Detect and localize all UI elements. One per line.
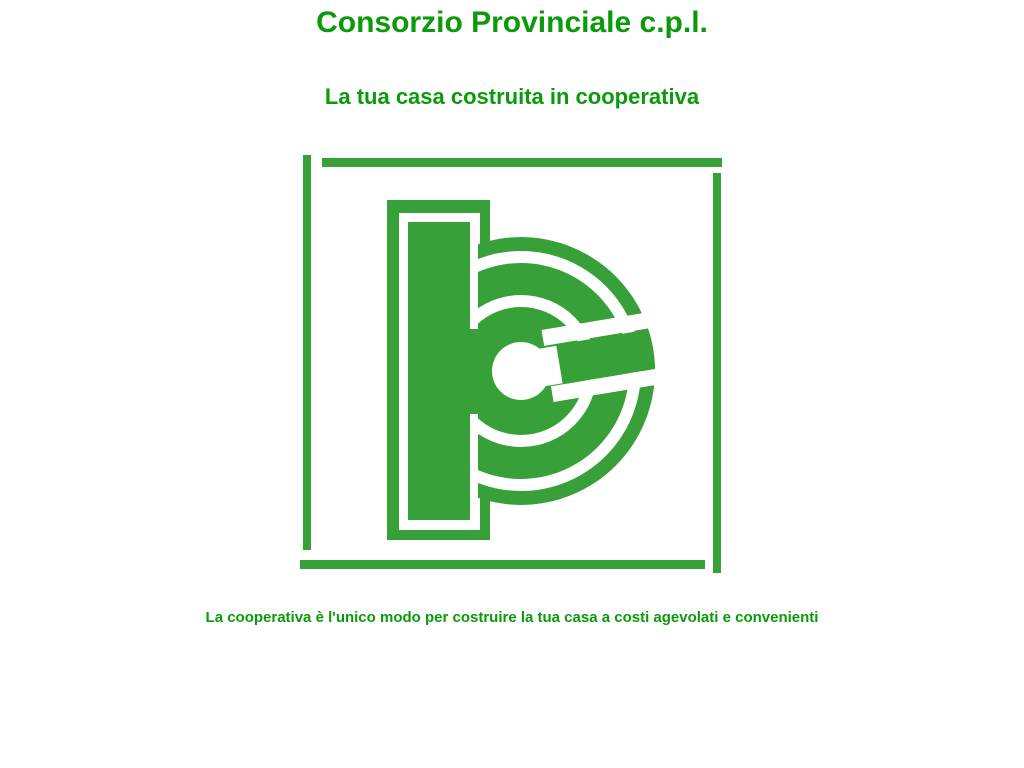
page-title: Consorzio Provinciale c.p.l. xyxy=(316,6,708,39)
cpl-logo[interactable] xyxy=(295,150,729,580)
tagline: La cooperativa è l'unico modo per costruire la tua casa a costi agevolati e convenienti xyxy=(205,609,819,626)
frame-top-bar xyxy=(322,158,722,167)
frame-left-bar xyxy=(303,155,311,550)
frame-right-bar xyxy=(713,173,721,573)
frame-bottom-bar xyxy=(300,560,705,569)
logo-letter-stem xyxy=(387,200,490,540)
cpl-logo-image[interactable] xyxy=(295,150,729,580)
page-subtitle: La tua casa costruita in cooperativa xyxy=(324,84,700,109)
